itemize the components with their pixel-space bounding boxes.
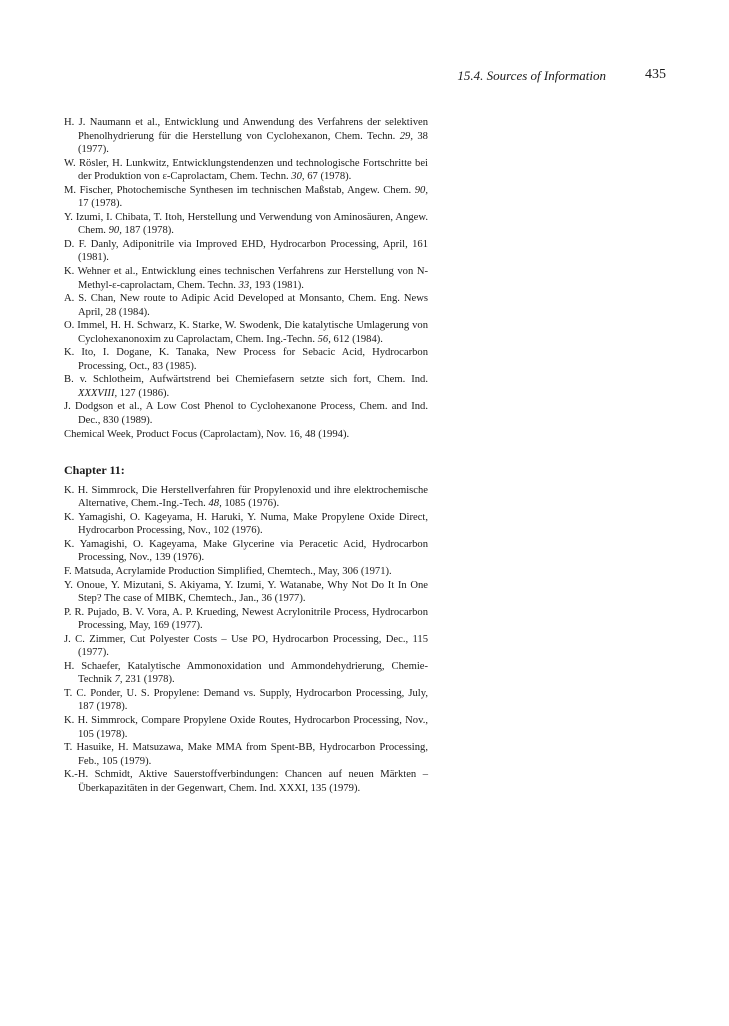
chapter-heading: Chapter 11: xyxy=(64,463,125,478)
reference-text: K.-H. Schmidt, Aktive Sauerstoffverbindungen: Chancen auf neuen Märkten – Überkapazitäten in der Gegenwart, Chem. Ind. XXXI, 135 (1979). xyxy=(64,769,428,794)
reference-text: Chemical Week, Product Focus (Caprolactam), Nov. 16, 48 (1994). xyxy=(64,428,350,440)
reference-entry xyxy=(64,400,428,427)
reference-text: O. Immel, H. H. Schwarz, K. Starke, W. Swodenk, Die katalytische Umlagerung von Cyclohexanonoxim zu Caprolactam, Chem. Ing.-Techn. xyxy=(64,320,428,345)
reference-text: T. C. Ponder, U. S. Propylene: Demand vs. Supply, Hydrocarbon Processing, July, 187 (1978). xyxy=(64,687,428,713)
reference-text: B. v. Schlotheim, Aufwärtstrend bei Chemiefasern setzte sich fort, Chem. Ind. xyxy=(64,374,428,386)
reference-entry xyxy=(64,741,428,768)
reference-text: J. Dodgson et al., A Low Cost Phenol to Cyclohexanone Process, Chem. and Ind. Dec., 830 (1989). xyxy=(64,401,428,427)
reference-text: H. Schaefer, Katalytische Ammonoxidation und Ammondehydrierung, Chemie-Technik xyxy=(64,660,428,686)
reference-list xyxy=(64,116,428,795)
reference-entry xyxy=(64,565,428,579)
reference-text: P. R. Pujado, B. V. Vora, A. P. Krueding, Newest Acrylonitrile Process, Hydrocarbon Processing, May, 169 (1977). xyxy=(64,606,428,632)
reference-text: K. Yamagishi, O. Kageyama, Make Glycerine via Peracetic Acid, Hydrocarbon Processing, Nov., 139 (1976). xyxy=(64,538,428,564)
reference-volume: 56, xyxy=(317,333,331,345)
running-head xyxy=(0,68,729,88)
reference-text: K. H. Simmrock, Compare Propylene Oxide Routes, Hydrocarbon Processing, Nov., 105 (1978). xyxy=(64,714,428,740)
reference-entry xyxy=(64,292,428,319)
reference-volume: XXXVIII, xyxy=(78,387,118,399)
reference-entry xyxy=(64,768,428,795)
reference-text-end: 127 (1986). xyxy=(117,387,170,399)
reference-text: D. F. Danly, Adiponitrile via Improved EHD, Hydrocarbon Processing, April, 161 (1981). xyxy=(64,238,428,264)
reference-entry xyxy=(64,538,428,565)
reference-entry xyxy=(64,373,428,400)
reference-text: J. C. Zimmer, Cut Polyester Costs – Use PO, Hydrocarbon Processing, Dec., 115 (1977). xyxy=(64,633,428,659)
reference-entry xyxy=(64,265,428,292)
reference-entry xyxy=(64,116,428,157)
reference-text: W. Rösler, H. Lunkwitz, Entwicklungstendenzen und technologische Fortschritte bei der Produktion von ε-Caprolactam, Chem. Techn. xyxy=(64,157,428,183)
reference-text-end: 612 (1984). xyxy=(330,333,383,345)
reference-volume: 90, xyxy=(108,225,122,237)
reference-volume: 30, xyxy=(291,171,305,183)
reference-entry xyxy=(64,606,428,633)
reference-volume: 7, xyxy=(114,674,123,686)
references-section-chapter-11 xyxy=(64,484,428,796)
reference-text: K. Ito, I. Dogane, K. Tanaka, New Process for Sebacic Acid, Hydrocarbon Processing, Oct., 83 (1985). xyxy=(64,347,428,372)
page-number: 435 xyxy=(645,67,666,82)
reference-volume: 29, xyxy=(399,130,413,142)
reference-volume: 33, xyxy=(238,279,252,291)
reference-text-end: 17 (1978). xyxy=(78,198,123,210)
reference-entry xyxy=(64,660,428,687)
reference-entry xyxy=(64,319,428,346)
reference-entry xyxy=(64,428,428,442)
reference-volume: 48, xyxy=(208,498,222,510)
reference-entry xyxy=(64,184,428,211)
reference-text-end: 231 (1978). xyxy=(122,674,175,686)
reference-text: F. Matsuda, Acrylamide Production Simplified, Chemtech., May, 306 (1971). xyxy=(64,565,392,577)
reference-volume: 90, xyxy=(414,184,428,196)
reference-entry xyxy=(64,157,428,184)
section-title: 15.4. Sources of Information xyxy=(457,68,606,83)
reference-text-end: 1085 (1976). xyxy=(221,498,280,510)
reference-text: T. Hasuike, H. Matsuzawa, Make MMA from Spent-BB, Hydrocarbon Processing, Feb., 105 (1979). xyxy=(64,742,428,767)
reference-text: M. Fischer, Photochemische Synthesen im technischen Maßstab, Angew. Chem. xyxy=(64,184,415,196)
reference-entry xyxy=(64,687,428,714)
reference-text: Y. Onoue, Y. Mizutani, S. Akiyama, Y. Izumi, Y. Watanabe, Why Not Do It In One Step? The case of MIBK, Chemtech., Jan., 36 (1977). xyxy=(64,579,428,605)
reference-entry xyxy=(64,579,428,606)
reference-entry xyxy=(64,211,428,238)
reference-text-end: 67 (1978). xyxy=(304,171,352,183)
reference-entry xyxy=(64,633,428,660)
reference-entry xyxy=(64,238,428,265)
reference-entry xyxy=(64,484,428,511)
reference-text-end: 187 (1978). xyxy=(121,225,174,237)
reference-entry xyxy=(64,714,428,741)
reference-text: A. S. Chan, New route to Adipic Acid Developed at Monsanto, Chem. Eng. News April, 28 (1984). xyxy=(64,293,428,318)
reference-text: H. J. Naumann et al., Entwicklung und Anwendung des Verfahrens der selektiven Phenolhydrierung für die Herstellung von Cyclohexanon, Chem. Techn. xyxy=(64,117,428,142)
reference-text: K. H. Simmrock, Die Herstellverfahren für Propylenoxid und ihre elektrochemische Alternative, Chem.-Ing.-Tech. xyxy=(64,484,428,510)
reference-text: K. Yamagishi, O. Kageyama, H. Haruki, Y. Numa, Make Propylene Oxide Direct, Hydrocarbon Processing, Nov., 102 (1976). xyxy=(64,511,428,537)
reference-text: Y. Izumi, I. Chibata, T. Itoh, Herstellung und Verwendung von Aminosäuren, Angew. Chem. xyxy=(64,211,428,237)
reference-text-end: 38 (1977). xyxy=(78,130,428,156)
reference-text-end: 193 (1981). xyxy=(251,279,304,291)
reference-entry xyxy=(64,511,428,538)
reference-text: K. Wehner et al., Entwicklung eines technischen Verfahrens zur Herstellung von N-Methyl-ε-caprolactam, Chem. Techn. xyxy=(64,266,428,291)
reference-entry xyxy=(64,346,428,373)
references-section-top xyxy=(64,116,428,441)
